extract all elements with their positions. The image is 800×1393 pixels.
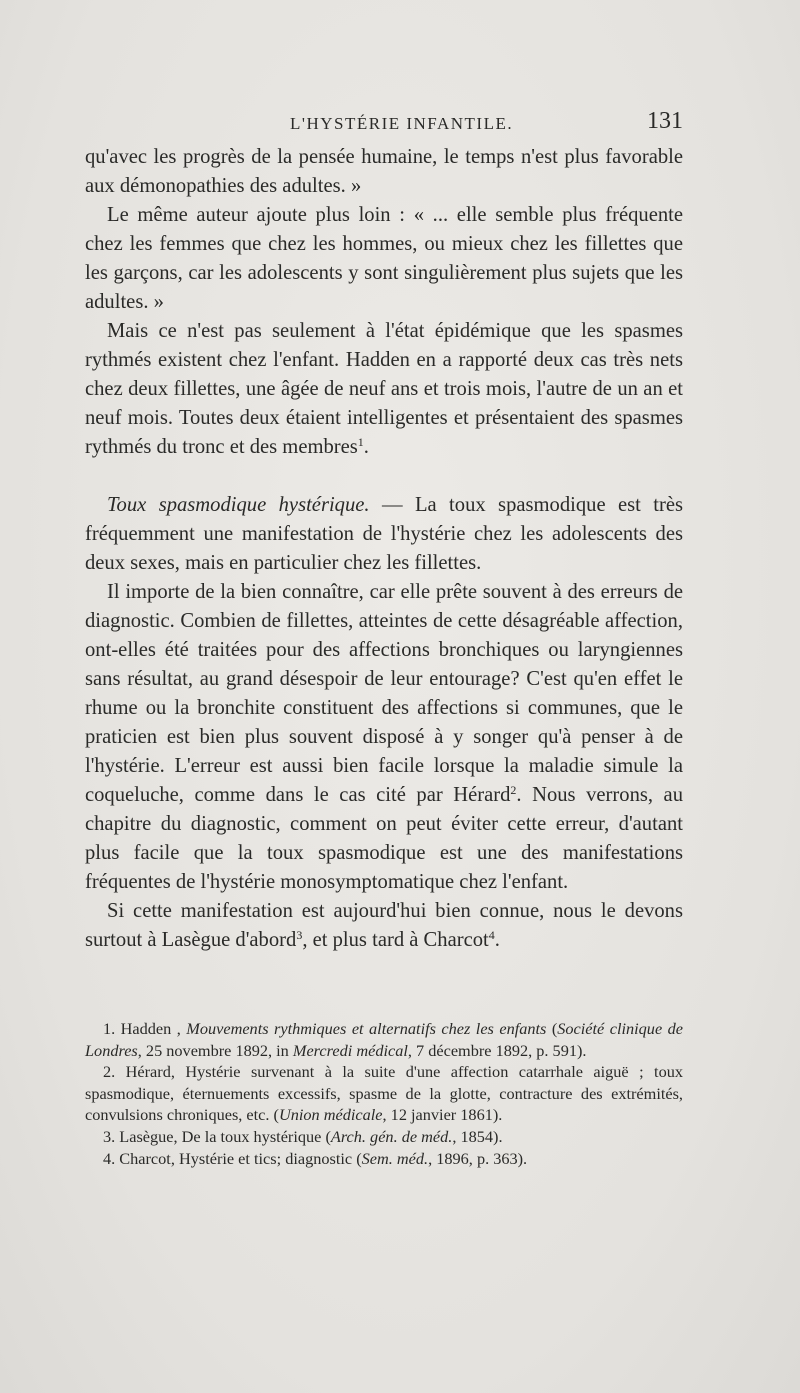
footnote-1-text: 1. Hadden , (103, 1019, 187, 1038)
paragraph-4-text: — La toux spasmodique est très fréquemment une manifestation de l'hystérie chez les adolescents des deux sexes, mais en particulier chez les fillettes. (85, 494, 683, 574)
paragraph-4 (85, 491, 683, 578)
footnote-4-text-b: , 1896, p. 363). (428, 1148, 528, 1168)
footnote-4-journal: Sem. méd. (361, 1148, 429, 1168)
footnote-4 (85, 1148, 683, 1170)
paragraph-5-text-b: . Nous verrons, au chapitre du diagnostic, comment on peut éviter cette erreur, d'autant plus facile que la toux spasmodique est une des manifestations fréquentes de l'hystérie monosymptomatique chez l'enfant. (85, 784, 683, 893)
paragraph-6-text-b: , et plus tard à Charcot (302, 929, 489, 951)
footnote-1-journal: Mercredi médical (292, 1040, 408, 1060)
footnote-3-journal: Arch. gén. de méd. (330, 1126, 453, 1146)
footnote-1-text-c: , 25 novembre 1892, in (137, 1040, 293, 1060)
paragraph-5 (85, 578, 683, 897)
paragraph-3-end: . (363, 436, 369, 458)
footnote-ref-3: 3 (296, 928, 303, 942)
paragraph-3 (85, 317, 683, 462)
footnote-3-text-b: , 1854). (452, 1126, 503, 1146)
footnote-1-text-b: ( (546, 1019, 558, 1038)
page-number: 131 (647, 108, 683, 134)
footnote-3-text: 3. Lasègue, De la toux hystérique ( (103, 1126, 331, 1146)
footnote-1-text-d: , 7 décembre 1892, p. 591). (407, 1040, 587, 1060)
main-text (85, 143, 683, 955)
footnote-4-text: 4. Charcot, Hystérie et tics; diagnostic ( (103, 1148, 362, 1168)
footnote-1 (85, 1018, 683, 1061)
paragraph-5-text-a: Il importe de la bien connaître, car elle prête souvent à des erreurs de diagnostic. Combien de fillettes, atteintes de cette désagréable affection, ont-elles été traitées pour des affections bronchiques ou laryngiennes sans résultat, au grand désespoir de leur entourage? C'est qu'en effet le rhume ou la bronchite constituent des affections si communes, que le praticien est bien plus souvent disposé à y songer qu'à penser à de l'hystérie. L'erreur est aussi bien facile lorsque la maladie simule la coqueluche, comme dans le cas cité par Hérard (85, 581, 683, 806)
section-title: Toux spasmodique hystérique. (107, 494, 370, 516)
paragraph-2 (85, 201, 683, 317)
footnote-2-journal: Union médicale (278, 1105, 383, 1125)
paragraph-3-text: Mais ce n'est pas seulement à l'état épidémique que les spasmes rythmés existent chez l'enfant. Hadden en a rapporté deux cas très nets chez deux fillettes, une âgée de neuf ans et trois mois, l'autre de un an et neuf mois. Toutes deux étaient intelligentes et présentaient des spasmes rythmés du tronc et des membres (85, 320, 683, 458)
footnote-3 (85, 1126, 683, 1148)
paragraph-1-text: qu'avec les progrès de la pensée humaine, le temps n'est plus favorable aux démonopathies des adultes. » (85, 146, 683, 197)
footnotes (85, 1018, 683, 1169)
footnote-1-society: Société clinique de Londres (85, 1019, 683, 1060)
paragraph-2-text: Le même auteur ajoute plus loin : « ... elle semble plus fréquente chez les femmes que chez les hommes, ou mieux chez les fillettes que les garçons, car les adolescents y sont singulièrement plus sujets que les adultes. » (85, 204, 683, 313)
footnote-ref-2: 2 (510, 783, 517, 797)
running-head: L'HYSTÉRIE INFANTILE. (290, 114, 514, 133)
page-header (85, 108, 683, 138)
footnote-1-title: Mouvements rythmiques et alternatifs chez les enfants (186, 1019, 547, 1038)
paragraph-6-text-a: Si cette manifestation est aujourd'hui bien connue, nous le devons surtout à Lasègue d'abord (85, 900, 683, 951)
footnote-2-text-b: , 12 janvier 1861). (382, 1105, 503, 1125)
footnote-2 (85, 1061, 683, 1126)
paragraph-1 (85, 143, 683, 201)
footnote-ref-1: 1 (357, 435, 364, 449)
paragraph-6-text-c: . (494, 929, 500, 951)
footnote-ref-4: 4 (488, 928, 495, 942)
paragraph-6 (85, 897, 683, 955)
footnote-2-text: 2. Hérard, Hystérie survenant à la suite d'une affection catarrhale aiguë ; toux spasmodique, éternuements excessifs, spasme de la glotte, contracture des extrémités, convulsions chroniques, etc. ( (85, 1062, 683, 1125)
